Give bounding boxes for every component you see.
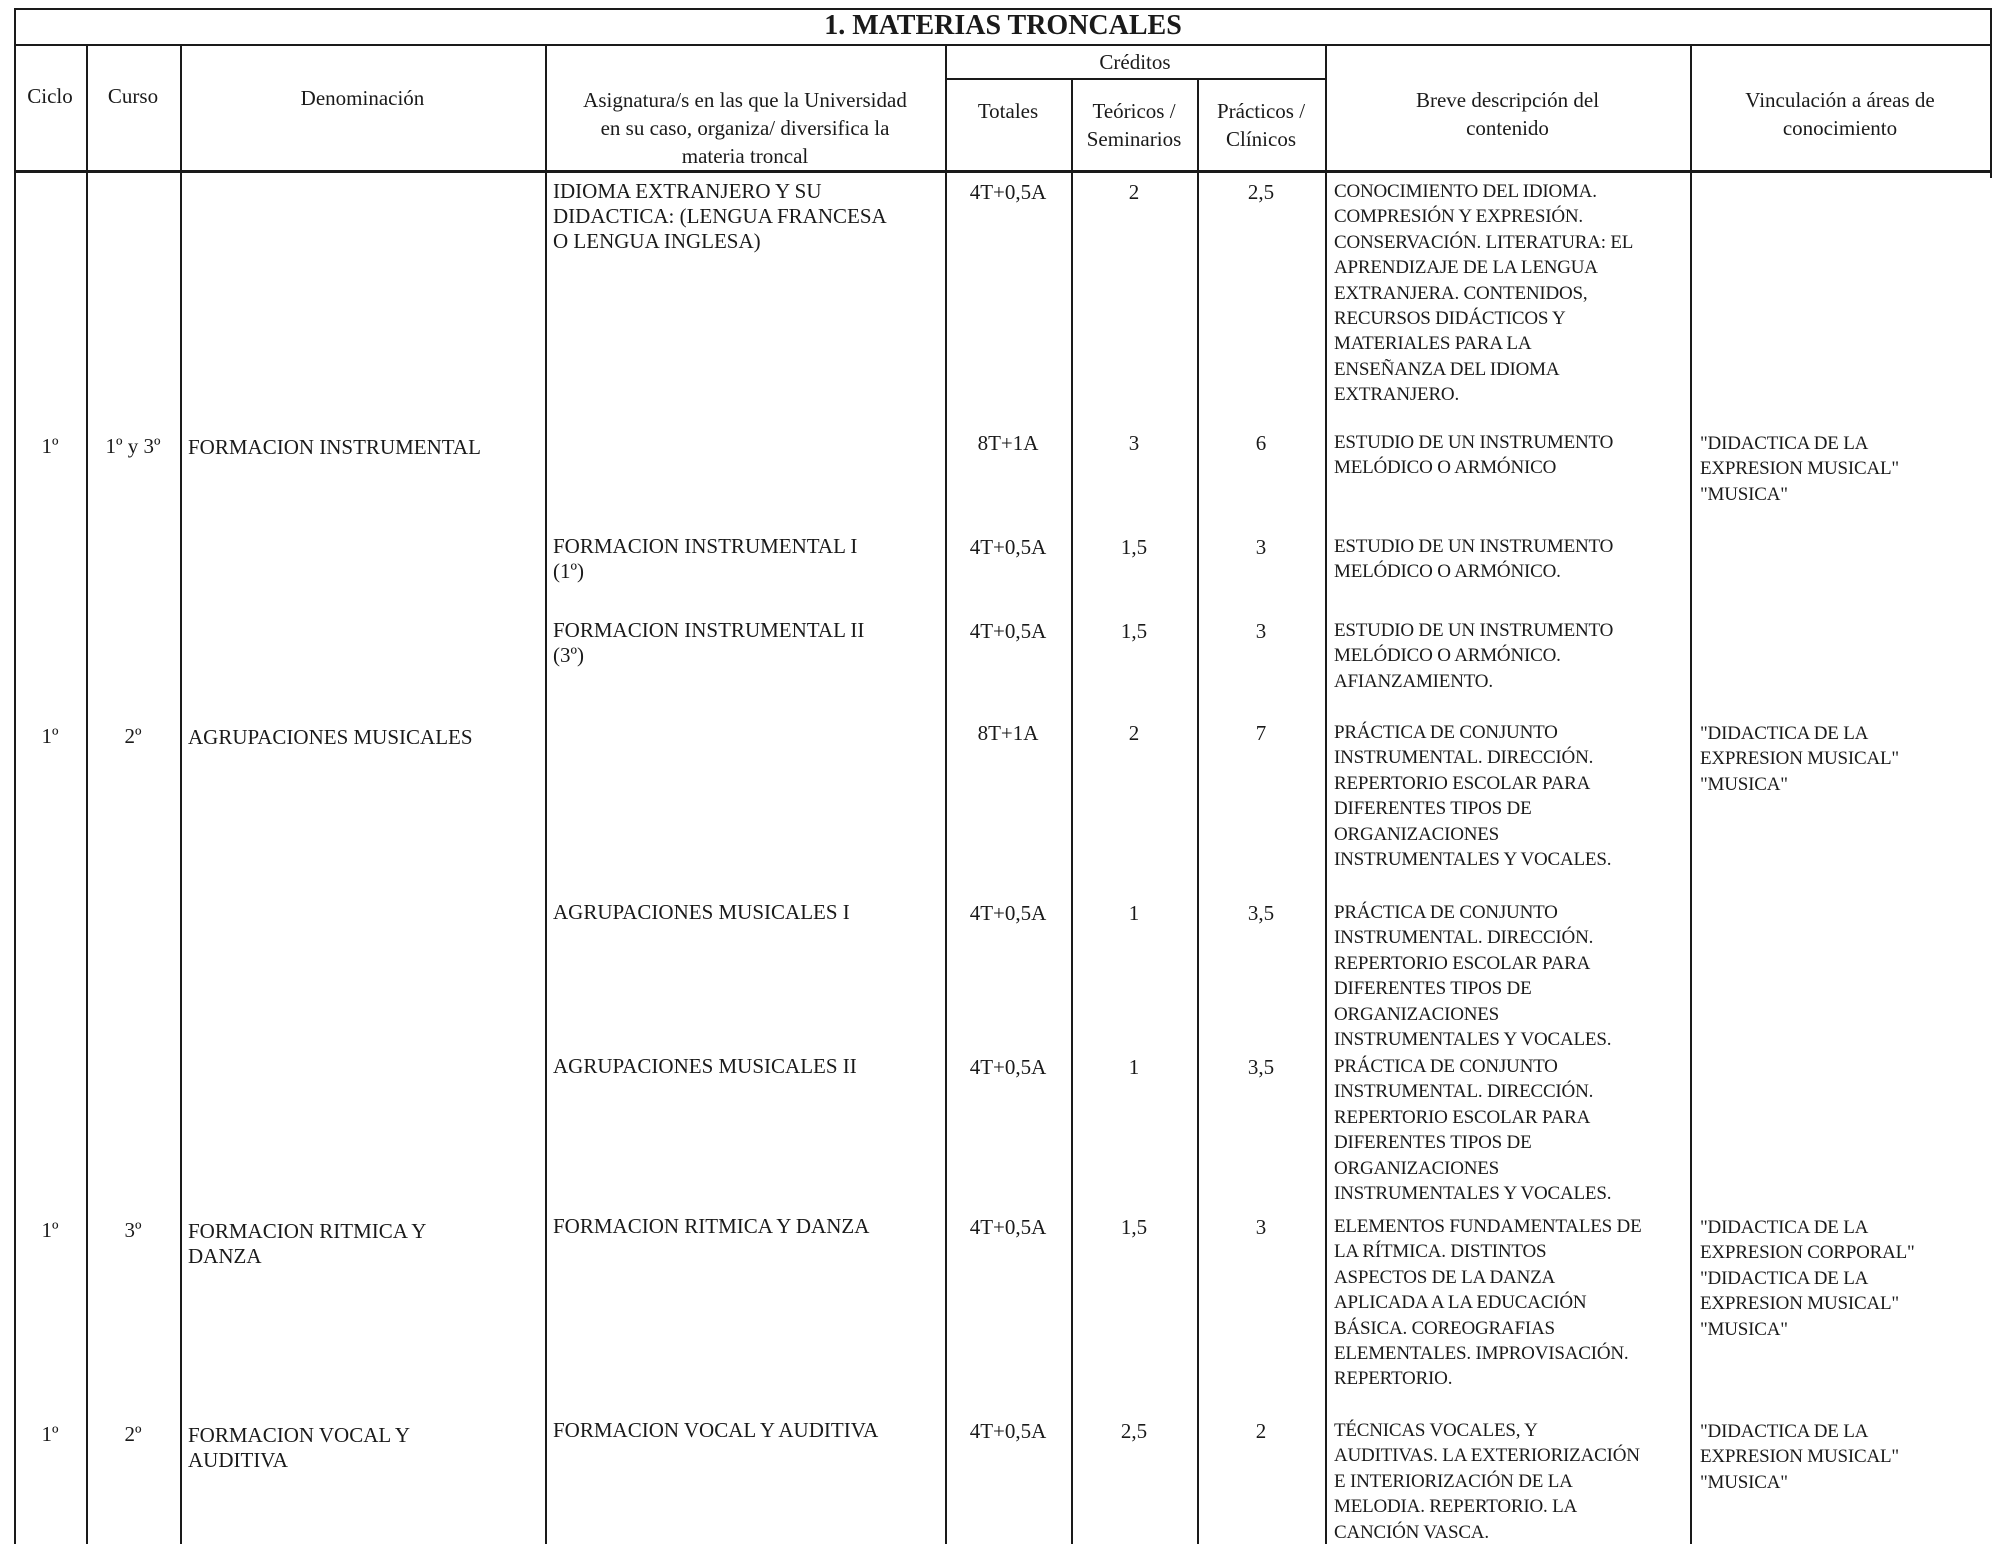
border-left xyxy=(14,8,16,1544)
row-denominacion: FORMACION VOCAL Y AUDITIVA xyxy=(188,1423,411,1472)
row-totales: 4T+0,5A xyxy=(969,180,1047,204)
row-teoricos: 1,5 xyxy=(1120,1215,1148,1239)
row-practicos: 3 xyxy=(1255,619,1267,643)
creditos-divider xyxy=(947,78,1327,80)
row-totales: 4T+0,5A xyxy=(969,901,1047,925)
header-teoricos: Teóricos / Seminarios xyxy=(1086,99,1182,151)
header-totales: Totales xyxy=(977,99,1039,123)
row-denominacion: AGRUPACIONES MUSICALES xyxy=(188,725,473,749)
row-descripcion: CONOCIMIENTO DEL IDIOMA. COMPRESIÓN Y EXPRESIÓN. CONSERVACIÓN. LITERATURA: EL APRENDIZAJE DE LA LENGUA EXTRANJERA. CONTENIDOS, RECURSOS DIDÁCTICOS Y MATERIALES PARA LA ENSEÑANZA DEL IDIOMA EXTRANJERO. xyxy=(1334,181,1634,406)
title-bottom-border xyxy=(14,44,1992,46)
row-totales: 8T+1A xyxy=(977,721,1039,745)
row-practicos: 3 xyxy=(1255,535,1267,559)
col-divider-totales xyxy=(945,44,947,1544)
row-descripcion: ESTUDIO DE UN INSTRUMENTO MELÓDICO O ARMÓNICO xyxy=(1334,432,1614,479)
row-descripcion: ELEMENTOS FUNDAMENTALES DE LA RÍTMICA. DISTINTOS ASPECTOS DE LA DANZA APLICADA A LA EDUCACIÓN BÁSICA. COREOGRAFIAS ELEMENTALES. IMPROVISACIÓN. REPERTORIO. xyxy=(1334,1216,1642,1390)
row-denominacion: FORMACION RITMICA Y DANZA xyxy=(188,1219,427,1268)
row-practicos: 2 xyxy=(1255,1419,1267,1443)
row-asignatura: FORMACION INSTRUMENTAL II (3º) xyxy=(553,618,865,667)
header-bottom-border xyxy=(14,170,1992,173)
row-curso: 3º xyxy=(124,1218,142,1242)
header-asignatura: Asignatura/s en las que la Universidad en su caso, organiza/ diversifica la materia troncal xyxy=(583,88,907,168)
row-totales: 8T+1A xyxy=(977,431,1039,455)
row-practicos: 3,5 xyxy=(1247,1055,1275,1079)
row-totales: 4T+0,5A xyxy=(969,1419,1047,1443)
row-curso: 2º xyxy=(124,724,142,748)
row-asignatura: IDIOMA EXTRANJERO Y SU DIDACTICA: (LENGUA FRANCESA O LENGUA INGLESA) xyxy=(553,179,887,253)
row-vinculacion: "DIDACTICA DE LA EXPRESION MUSICAL" "MUSICA" xyxy=(1700,1421,1899,1493)
row-teoricos: 1 xyxy=(1128,1055,1140,1079)
row-totales: 4T+0,5A xyxy=(969,1215,1047,1239)
row-descripcion: PRÁCTICA DE CONJUNTO INSTRUMENTAL. DIRECCIÓN. REPERTORIO ESCOLAR PARA DIFERENTES TIPOS DE ORGANIZACIONES INSTRUMENTALES Y VOCALES. xyxy=(1334,902,1612,1051)
row-teoricos: 3 xyxy=(1128,431,1140,455)
col-divider-descripcion xyxy=(1325,44,1327,1544)
col-divider-curso xyxy=(86,44,88,1544)
page-title: 1. MATERIAS TRONCALES xyxy=(824,10,1182,41)
row-curso: 2º xyxy=(124,1422,142,1446)
header-practicos: Prácticos / Clínicos xyxy=(1216,99,1306,151)
row-practicos: 7 xyxy=(1255,721,1267,745)
col-divider-vinculacion xyxy=(1690,44,1692,1544)
row-practicos: 3 xyxy=(1255,1215,1267,1239)
row-asignatura: AGRUPACIONES MUSICALES I xyxy=(553,900,850,924)
col-divider-asignatura xyxy=(545,44,547,1544)
row-teoricos: 1,5 xyxy=(1120,619,1148,643)
row-teoricos: 2 xyxy=(1128,721,1140,745)
col-divider-teoricos xyxy=(1071,78,1073,1544)
row-totales: 4T+0,5A xyxy=(969,1055,1047,1079)
row-ciclo: 1º xyxy=(41,1218,59,1242)
row-descripcion: PRÁCTICA DE CONJUNTO INSTRUMENTAL. DIRECCIÓN. REPERTORIO ESCOLAR PARA DIFERENTES TIPOS DE ORGANIZACIONES INSTRUMENTALES Y VOCALES. xyxy=(1334,1056,1612,1205)
row-denominacion: FORMACION INSTRUMENTAL xyxy=(188,435,481,459)
row-vinculacion: "DIDACTICA DE LA EXPRESION MUSICAL" "MUSICA" xyxy=(1700,433,1899,505)
row-ciclo: 1º xyxy=(41,434,59,458)
row-practicos: 2,5 xyxy=(1247,180,1275,204)
row-asignatura: AGRUPACIONES MUSICALES II xyxy=(553,1054,857,1078)
row-asignatura: FORMACION VOCAL Y AUDITIVA xyxy=(553,1418,879,1442)
row-asignatura: FORMACION RITMICA Y DANZA xyxy=(553,1214,870,1238)
row-vinculacion: "DIDACTICA DE LA EXPRESION CORPORAL" "DIDACTICA DE LA EXPRESION MUSICAL" "MUSICA" xyxy=(1700,1217,1915,1340)
row-practicos: 3,5 xyxy=(1247,901,1275,925)
header-denominacion: Denominación xyxy=(300,86,425,110)
row-asignatura: FORMACION INSTRUMENTAL I (1º) xyxy=(553,534,858,583)
row-teoricos: 2,5 xyxy=(1120,1419,1148,1443)
header-curso: Curso xyxy=(107,84,159,108)
header-ciclo: Ciclo xyxy=(27,84,73,108)
row-teoricos: 2 xyxy=(1128,180,1140,204)
row-descripcion: ESTUDIO DE UN INSTRUMENTO MELÓDICO O ARMÓNICO. xyxy=(1334,536,1614,583)
col-divider-practicos xyxy=(1197,78,1199,1544)
row-curso: 1º y 3º xyxy=(105,434,161,458)
header-vinculacion: Vinculación a áreas de conocimiento xyxy=(1745,88,1935,140)
header-creditos: Créditos xyxy=(1099,50,1171,74)
row-ciclo: 1º xyxy=(41,1422,59,1446)
row-practicos: 6 xyxy=(1255,431,1267,455)
col-divider-denominacion xyxy=(180,44,182,1544)
row-vinculacion: "DIDACTICA DE LA EXPRESION MUSICAL" "MUSICA" xyxy=(1700,723,1899,795)
header-descripcion: Breve descripción del contenido xyxy=(1415,88,1600,140)
row-totales: 4T+0,5A xyxy=(969,619,1047,643)
row-descripcion: ESTUDIO DE UN INSTRUMENTO MELÓDICO O ARMÓNICO. AFIANZAMIENTO. xyxy=(1334,620,1614,692)
row-ciclo: 1º xyxy=(41,724,59,748)
row-descripcion: TÉCNICAS VOCALES, Y AUDITIVAS. LA EXTERIORIZACIÓN E INTERIORIZACIÓN DE LA MELODIA. REPERTORIO. LA CANCIÓN VASCA. xyxy=(1334,1420,1640,1543)
row-descripcion: PRÁCTICA DE CONJUNTO INSTRUMENTAL. DIRECCIÓN. REPERTORIO ESCOLAR PARA DIFERENTES TIPOS DE ORGANIZACIONES INSTRUMENTALES Y VOCALES. xyxy=(1334,722,1612,871)
row-teoricos: 1 xyxy=(1128,901,1140,925)
row-totales: 4T+0,5A xyxy=(969,535,1047,559)
row-teoricos: 1,5 xyxy=(1120,535,1148,559)
